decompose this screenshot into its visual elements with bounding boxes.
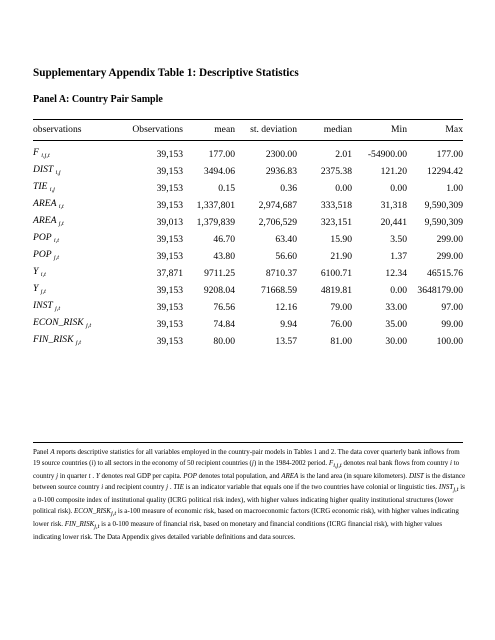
column-header: Observations xyxy=(132,124,183,135)
cell-sd: 2,706,529 xyxy=(258,216,297,228)
cell-max: 3648179.00 xyxy=(417,284,463,296)
cell-obs: 39,153 xyxy=(156,182,183,194)
cell-sd: 13.57 xyxy=(275,335,297,347)
cell-sd: 2936.83 xyxy=(265,165,297,177)
cell-mean: 46.70 xyxy=(213,233,235,245)
table-row xyxy=(33,214,463,231)
cell-sd: 2,974,687 xyxy=(258,199,297,211)
cell-median: 6100.71 xyxy=(320,267,352,279)
cell-median: 15.90 xyxy=(330,233,352,245)
variable-name: AREA $_{i,t}$ xyxy=(33,198,64,210)
cell-sd: 2300.00 xyxy=(265,148,297,160)
cell-min: 3.50 xyxy=(390,233,407,245)
table-row xyxy=(33,163,463,180)
cell-sd: 0.36 xyxy=(280,182,297,194)
cell-sd: 9.94 xyxy=(280,318,297,330)
column-header: median xyxy=(323,124,352,135)
column-header: Min xyxy=(391,124,407,135)
cell-max: 1.00 xyxy=(446,182,463,194)
column-header: Max xyxy=(445,124,463,135)
table-row xyxy=(33,197,463,214)
cell-min: 20,441 xyxy=(380,216,407,228)
variable-name: POP $_{i,t}$ xyxy=(33,232,60,244)
cell-min: 30.00 xyxy=(385,335,407,347)
cell-median: 4819.81 xyxy=(320,284,352,296)
cell-mean: 0.15 xyxy=(218,182,235,194)
cell-min: 1.37 xyxy=(390,250,407,262)
cell-min: 31,318 xyxy=(380,199,407,211)
cell-sd: 56.60 xyxy=(275,250,297,262)
table-body xyxy=(33,138,463,350)
panel-title: Panel A: Country Pair Sample xyxy=(33,94,163,105)
cell-median: 21.90 xyxy=(330,250,352,262)
cell-max: 100.00 xyxy=(436,335,463,347)
cell-mean: 177.00 xyxy=(208,148,235,160)
variable-name: F $_{i,j,t}$ xyxy=(33,147,50,159)
cell-min: 0.00 xyxy=(390,284,407,296)
cell-sd: 71668.59 xyxy=(261,284,297,296)
variable-name: FIN_RISK $_{j,t}$ xyxy=(33,334,82,346)
cell-obs: 39,153 xyxy=(156,335,183,347)
cell-min: 35.00 xyxy=(385,318,407,330)
variable-name: POP $_{j,t}$ xyxy=(33,249,60,261)
table-row xyxy=(33,231,463,248)
table-notes xyxy=(33,447,468,543)
table-title: Supplementary Appendix Table 1: Descriptive Statistics xyxy=(33,67,299,79)
variable-name: DIST $_{i,j}$ xyxy=(33,164,61,176)
cell-max: 177.00 xyxy=(436,148,463,160)
cell-median: 79.00 xyxy=(330,301,352,313)
table-row xyxy=(33,333,463,350)
cell-mean: 1,379,839 xyxy=(196,216,235,228)
cell-mean: 9711.25 xyxy=(204,267,235,279)
table-row xyxy=(33,265,463,282)
cell-median: 2375.38 xyxy=(320,165,352,177)
cell-median: 0.00 xyxy=(335,182,352,194)
cell-max: 9,590,309 xyxy=(424,216,463,228)
cell-min: 33.00 xyxy=(385,301,407,313)
cell-mean: 80.00 xyxy=(213,335,235,347)
cell-median: 76.00 xyxy=(330,318,352,330)
table-row xyxy=(33,180,463,197)
table-row xyxy=(33,146,463,163)
cell-max: 12294.42 xyxy=(427,165,463,177)
cell-max: 99.00 xyxy=(441,318,463,330)
cell-max: 46515.76 xyxy=(427,267,463,279)
cell-min: 121.20 xyxy=(380,165,407,177)
cell-obs: 39,153 xyxy=(156,148,183,160)
descriptive-statistics-table xyxy=(33,122,463,350)
cell-mean: 3494.06 xyxy=(203,165,235,177)
table-row xyxy=(33,316,463,333)
cell-min: 12.34 xyxy=(385,267,407,279)
cell-sd: 12.16 xyxy=(275,301,297,313)
cell-obs: 39,153 xyxy=(156,284,183,296)
cell-median: 323,151 xyxy=(320,216,352,228)
cell-sd: 63.40 xyxy=(275,233,297,245)
cell-max: 97.00 xyxy=(441,301,463,313)
cell-max: 299.00 xyxy=(436,250,463,262)
cell-obs: 39,153 xyxy=(156,233,183,245)
variable-name: Y $_{j,t}$ xyxy=(33,283,46,295)
column-header: mean xyxy=(214,124,235,135)
variable-name: AREA $_{j,t}$ xyxy=(33,215,64,227)
cell-mean: 74.84 xyxy=(213,318,235,330)
cell-mean: 76.56 xyxy=(213,301,235,313)
cell-median: 81.00 xyxy=(330,335,352,347)
variable-name: ECON_RISK $_{j,t}$ xyxy=(33,317,92,329)
column-header: st. deviation xyxy=(250,124,297,135)
column-header: observations xyxy=(33,124,82,135)
variable-name: INST $_{j,t}$ xyxy=(33,300,61,312)
cell-obs: 37,871 xyxy=(156,267,183,279)
cell-max: 299.00 xyxy=(436,233,463,245)
cell-obs: 39,013 xyxy=(156,216,183,228)
cell-sd: 8710.37 xyxy=(265,267,297,279)
cell-obs: 39,153 xyxy=(156,301,183,313)
cell-mean: 43.80 xyxy=(213,250,235,262)
table-bottom-rule xyxy=(33,442,463,443)
cell-mean: 9208.04 xyxy=(203,284,235,296)
table-row xyxy=(33,248,463,265)
cell-median: 2.01 xyxy=(335,148,352,160)
notes-paragraph: Panel A reports descriptive statistics for all variables employed in the country-pair models in Tables 1 and 2. The data cover quarterly bank inflows from 19 source countries (i) to all sectors in the economy of 50 recipient countries (j) in the 1984-2002 period. Fi,j,t denotes real bank flows from country i to country j in quarter t . Y denotes real GDP per capita. POP denotes total population, and AREA is the land area (in square kilometers). DIST is the distance between source country i and recipient country j . TIE is an indicator variable that equals one if the two countries have colonial or linguistic ties. INSTj,t is a 0-100 composite index of institutional quality (ICRG political risk index), with higher values indicating higher quality institutional structures (lower political risk). ECON_RISKj,t is a-100 measure of economic risk, based on macroeconomic factors (ICRG economic risk), with higher values indicating lower risk. FIN_RISKj,t is a 0-100 measure of financial risk, based on monetary and financial conditions (ICRG financial risk), with higher values indicating lower risk. The Data Appendix gives detailed variable definitions and data sources. xyxy=(33,448,466,541)
cell-mean: 1,337,801 xyxy=(196,199,235,211)
variable-name: TIE $_{i,j}$ xyxy=(33,181,55,193)
cell-obs: 39,153 xyxy=(156,199,183,211)
table-row xyxy=(33,299,463,316)
variable-name: Y $_{i,t}$ xyxy=(33,266,46,278)
table-top-rule xyxy=(33,119,463,120)
cell-median: 333,518 xyxy=(320,199,352,211)
cell-min: 0.00 xyxy=(390,182,407,194)
cell-obs: 39,153 xyxy=(156,165,183,177)
cell-obs: 39,153 xyxy=(156,318,183,330)
table-row xyxy=(33,282,463,299)
cell-obs: 39,153 xyxy=(156,250,183,262)
cell-min: -54900.00 xyxy=(367,148,407,160)
table-header-row xyxy=(33,122,463,138)
cell-max: 9,590,309 xyxy=(424,199,463,211)
